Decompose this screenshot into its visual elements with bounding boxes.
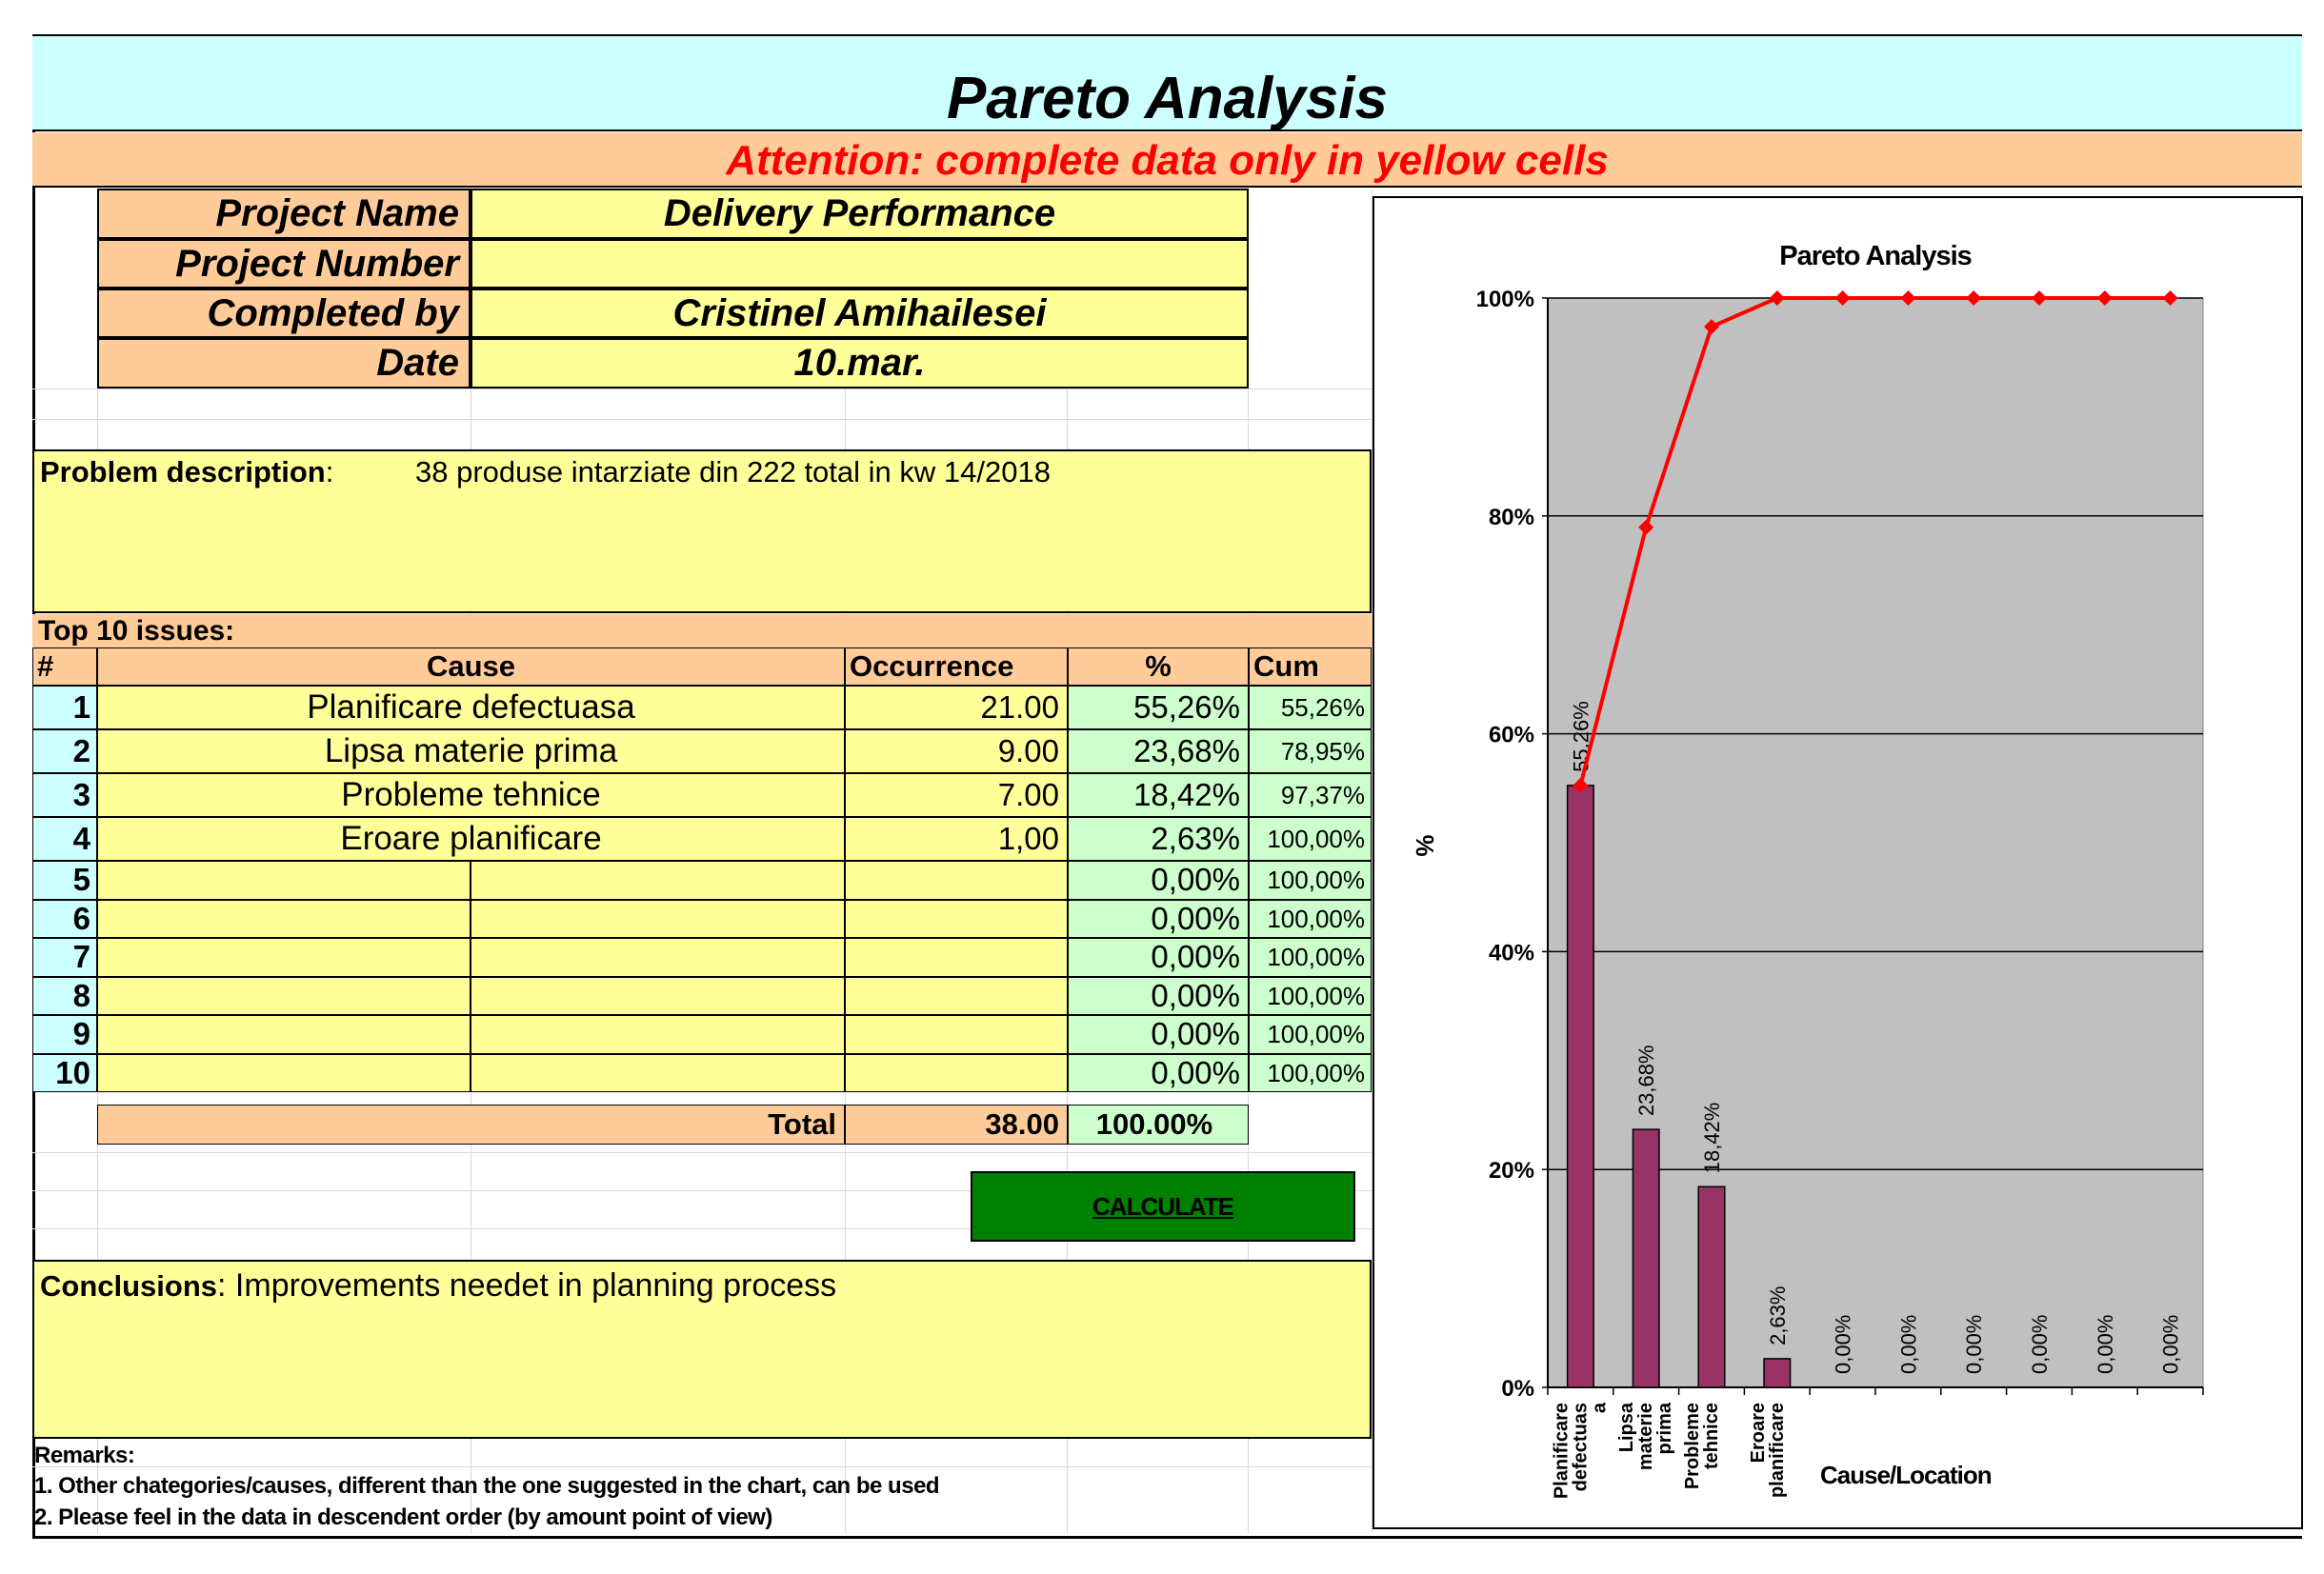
percent-cell: 0,00% [1068,1015,1249,1054]
percent-cell: 0,00% [1068,977,1249,1016]
pareto-chart-svg [1374,198,2301,1527]
title-band [32,36,2302,131]
remarks-line-2: 2. Please feel in the data in descendent order (by amount point of view) [34,1504,772,1530]
problem-description-label: Problem description: [40,455,334,488]
category-label: a [1589,1403,1611,1414]
cause-cell[interactable] [471,938,845,977]
cause-cell[interactable]: Planificare defectuasa [97,686,845,729]
cause-cell[interactable] [471,1054,845,1093]
date-field[interactable]: 10.mar. [471,338,1249,389]
row-number: 3 [32,773,97,817]
cumulative-cell: 100,00% [1249,861,1372,900]
category-label: Lipsa [1616,1403,1638,1453]
row-number: 1 [32,686,97,729]
category-label: Planificare [1551,1403,1573,1500]
pareto-chart[interactable] [1372,196,2303,1529]
cumulative-cell: 100,00% [1249,1054,1372,1093]
column-header-occurrence: Occurrence [845,648,1068,686]
row-number: 6 [32,900,97,939]
cumulative-cell: 55,26% [1249,686,1372,729]
occurrence-cell[interactable] [845,900,1068,939]
y-tick-label: 60% [1488,722,1534,748]
cumulative-cell: 78,95% [1249,729,1372,773]
cause-cell[interactable] [97,861,471,900]
occurrence-cell[interactable] [845,938,1068,977]
occurrence-cell[interactable] [845,1054,1068,1093]
y-tick-label: 100% [1475,287,1534,312]
y-axis-title: % [1411,834,1439,857]
column-header-pct: % [1068,648,1249,686]
attention-message: Attention: complete data only in yellow cells [726,137,1609,184]
project-number-field[interactable] [471,239,1249,289]
bar [1633,1129,1659,1387]
row-number: 4 [32,817,97,861]
bar-data-label: 55,26% [1569,701,1593,772]
y-tick-label: 20% [1488,1158,1534,1185]
total-label: Total [97,1105,845,1145]
bar-data-label: 0,00% [1896,1314,1921,1374]
page-title: Pareto Analysis [947,66,1388,131]
category-label: planificare [1766,1403,1788,1499]
occurrence-cell[interactable]: 21.00 [845,686,1068,729]
category-label: Eroare [1747,1403,1769,1464]
percent-cell: 0,00% [1068,900,1249,939]
cause-cell[interactable] [97,938,471,977]
category-label: materie [1635,1403,1657,1471]
y-tick-label: 0% [1501,1376,1534,1402]
category-label: Probleme [1682,1403,1703,1490]
cause-cell[interactable]: Eroare planificare [97,817,845,861]
conclusions-box[interactable] [32,1260,1372,1439]
date-label: Date [97,338,471,389]
cumulative-cell: 100,00% [1249,900,1372,939]
cause-cell[interactable] [97,1054,471,1093]
bar-data-label: 0,00% [2093,1314,2117,1374]
bar-data-label: 2,63% [1765,1285,1790,1345]
bar-data-label: 0,00% [2158,1314,2183,1374]
cumulative-cell: 100,00% [1249,938,1372,977]
bar [1568,786,1594,1387]
grid-line [32,419,1372,420]
row-number: 7 [32,938,97,977]
category-label: defectuas [1570,1403,1592,1492]
occurrence-cell[interactable]: 7.00 [845,773,1068,817]
cumulative-cell: 100,00% [1249,1015,1372,1054]
project-name-label: Project Name [97,189,471,239]
column-header-cause: Cause [97,648,845,686]
cumulative-cell: 97,37% [1249,773,1372,817]
grid-line [32,1466,1372,1467]
cause-cell[interactable]: Lipsa materie prima [97,729,845,773]
cause-cell[interactable] [471,900,845,939]
column-header-num: # [32,648,97,686]
problem-description-text[interactable]: 38 produse intarziate din 222 total in kw 14/2018 [415,455,1051,488]
cause-cell[interactable]: Probleme tehnice [97,773,845,817]
occurrence-cell[interactable] [845,861,1068,900]
cumulative-cell: 100,00% [1249,817,1372,861]
conclusions-line: Conclusions: Improvements needet in planning process [40,1267,837,1304]
bar-data-label: 0,00% [2028,1314,2052,1374]
occurrence-cell[interactable]: 1,00 [845,817,1068,861]
occurrence-cell[interactable] [845,977,1068,1016]
percent-cell: 0,00% [1068,1054,1249,1093]
row-number: 10 [32,1054,97,1093]
completed-by-field[interactable]: Cristinel Amihailesei [471,289,1249,338]
percent-cell: 0,00% [1068,938,1249,977]
occurrence-cell[interactable]: 9.00 [845,729,1068,773]
cause-cell[interactable] [471,1015,845,1054]
cumulative-cell: 100,00% [1249,977,1372,1016]
x-axis-title: Cause/Location [1820,1461,1992,1489]
column-header-cum: Cum [1249,648,1372,686]
bar [1698,1186,1725,1387]
cause-cell[interactable] [471,861,845,900]
project-name-field[interactable]: Delivery Performance [471,189,1249,239]
project-number-label: Project Number [97,239,471,289]
bar-data-label: 0,00% [1831,1314,1855,1374]
total-occurrence: 38.00 [845,1105,1068,1145]
calculate-button[interactable]: CALCULATE [971,1171,1355,1242]
percent-cell: 55,26% [1068,686,1249,729]
bar-data-label: 23,68% [1634,1045,1659,1117]
attention-band [32,132,2302,188]
row-number: 2 [32,729,97,773]
y-tick-label: 80% [1488,504,1534,530]
bar-data-label: 0,00% [1962,1314,1987,1374]
total-percent: 100.00% [1068,1105,1249,1145]
top-issues-heading: Top 10 issues: [38,615,235,647]
y-tick-label: 40% [1488,940,1534,966]
chart-title: Pareto Analysis [1779,241,1972,271]
row-number: 9 [32,1015,97,1054]
percent-cell: 18,42% [1068,773,1249,817]
remarks-line-1: 1. Other chategories/causes, different than the one suggested in the chart, can be used [34,1473,940,1499]
top-issues-header-band [32,614,1372,648]
percent-cell: 2,63% [1068,817,1249,861]
percent-cell: 0,00% [1068,861,1249,900]
bar [1764,1359,1791,1387]
grid-line [32,1152,1372,1153]
problem-description-box[interactable] [32,449,1372,613]
percent-cell: 23,68% [1068,729,1249,773]
category-label: tehnice [1701,1403,1722,1470]
cause-cell[interactable] [471,977,845,1016]
row-number: 5 [32,861,97,900]
remarks-heading: Remarks: [34,1443,135,1468]
category-label: prima [1654,1403,1676,1455]
completed-by-label: Completed by [97,289,471,338]
occurrence-cell[interactable] [845,1015,1068,1054]
row-number: 8 [32,977,97,1016]
cause-cell[interactable] [97,1015,471,1054]
cause-cell[interactable] [97,977,471,1016]
cause-cell[interactable] [97,900,471,939]
bar-data-label: 18,42% [1700,1102,1724,1174]
conclusions-text[interactable]: Improvements needet in planning process [234,1267,837,1304]
